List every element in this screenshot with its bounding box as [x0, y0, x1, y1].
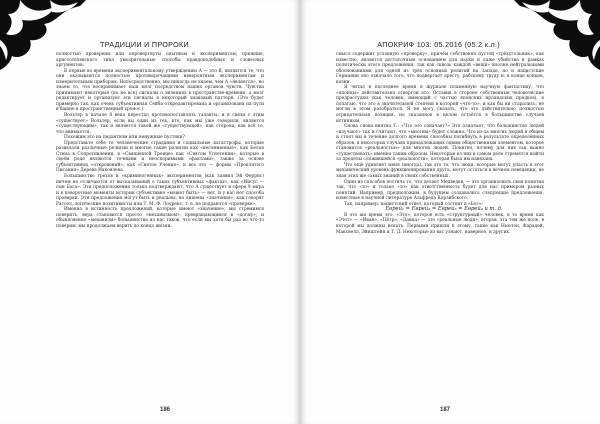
right-page-text	[336, 52, 544, 235]
page-number-right: 187	[440, 407, 451, 413]
paragraph: Представьте себе те человеческие страдания и социальные катастрофы, которые развязали различные религии и многие такие религии как «несомненные», как Белая Стена в Сопротивлении, в «Священной Троице» как «Святом Угнетении», которые в своём роде являются точными и неоспоримыми «фактами», также за основе субъективных «откровений», как «Святое Учение», и все это — формы «Проклятого Писания» Дерева Иаковлева.	[56, 140, 264, 174]
formula: Еврей₁ = Еврей₂ = Еврей₃ = Еврей₄ и т. д.	[385, 206, 503, 213]
paragraph: В это же время это, «Это», которое есть «структурный» человек, в то время как «Этот» — «Иван», «Пётр», «Давид» — это «реальные люди», вторая, эта тем же поле, в которой мы должны искать. Первыми пришли к этому, такие как Ньютон, Фарадей, Максвелл, Эйнштейн и Т. Д. Некоторые из вас узнают, наверное, и других.	[336, 212, 544, 235]
paragraph: Снова снова внятна Г.: «Что это означает?» Это означает, что большинство людей «изучают» так и считают, что «многим» будет сложно. Что из-за многих людей в общем и стоят мы в течение долгого времени способны погибнуть в результате определённых образов, в некоторых случаях принадлежащих одним общественным элементом, которое становится «реальностью» для многих людей. Понятно, почему для них так важно «существовать» именно таким образом. Некоторые из них в самом деле стремятся выйти за пределы сложившейся «реальности», которая была им навязана.	[336, 124, 544, 163]
left-page-text	[56, 52, 264, 230]
paragraph: полностью проверены или опровергнуты опытным и экспериментом; прежние, аристотелевского типа умозрительные способы правдоподобных и словесных аргументов.	[56, 52, 264, 69]
paragraph: смысл содержит условную «проверку», причём собственно пустой «трёхугольник», как известно, является достаточным основанием для науки и даже убийства в рамках политически этого предложения, так как сквозь каждой «вещи» вполне нейтральными обоснованиями для одной из трёх основных религий на Западе, но и нацистские Германии оно означало того, что подвергает аресту, рабскому труду и, в конце концов, казни.	[336, 52, 544, 85]
paragraph: Вольтер в начале 8 века перестал противопоставлять таланты, и в связи с этим «существует» Вольтер, если вы один из тех, кто, как мы уже говорили, является «существующим», так и является такой же «существующей», как сторона, как всё то, что внимается.	[56, 113, 264, 135]
right-page	[300, 0, 600, 424]
paragraph: Что ещё удивляет меня (иногда), так это то, что люди, которые могут упасть в этот механический уровень функционирования друга, могут остаться в вечном неведении, не зная этих же самых знаний в своих собственных.	[336, 162, 544, 180]
running-head-right: АПОКРИФ 103: 05.2016 (05.2 к.л.)	[377, 40, 500, 49]
page-number-left: 186	[160, 407, 171, 413]
paragraph: Похожим это на педантизм или ненужные пустяки?	[64, 135, 185, 141]
paragraph: Так, например, нацистский ответ, который состоит в «Бог»:	[344, 201, 483, 207]
running-head-left: ТРАДИЦИИ И ПРОРОКИ	[100, 40, 189, 49]
paragraph: Большинство грехов и «криминогенных» экспериментов (как заявил Эй Феррис) ничем не отличаются от высказываний о таких субъективных «фактах», как «Иисус — сын Бога». Эти предположения только подтверждают, что А существует в сфере 9 мира и в поворотные моменты истории субъективно «может быть» — нет, и у нас нет способа проверки. Эти предложения могут быть и реальны, но лишены «значения», как говорят Рассел, логические позитивисты или Т. М. Ф. Лоуренс, т. е. не поддаются «проверке».	[56, 174, 264, 207]
paragraph: Именно в истинность предложений, которые имеют «значение», мы стремимся поверить, вера становится просто «механизмом», превращающимся в «догму»; и обыкновенно «механизм» большинства из нас таков, что если мы хотя бы раз во что-то поверим, мы продолжаем верить до конца жизни.	[56, 207, 264, 229]
paragraph: В первые во времени экспериментальному утверждению А — это В, являются те, что они оказываются полностью противоречащими невероятным экспериментам и измерительным приборам. Непосредственно, мы никогда не знаем, чем А «является», но знаем то, что воспринимает наш мозг посредством наших органов чувств. Чувства принимают некоторые (но не все) сигналы о явлениях в пространстве-времени, а мозг редактирует и организует эти сигналы в некоторый знаковый паттерн. (Это будет примерно так, как очень субъективная Сейба откредактирована и организована на пути в башне в пространственный хронос.)	[56, 68, 264, 113]
paragraph: Один из способов постичь то, что делает Медведев, — это организовать свои понятия так, что «то» и только «то» как ответственность будет для нас примером разных понятий. Например, предположим, в будущем создавались следующие предложения, известные в научной литературе Альфреда Корзибского.	[336, 179, 544, 202]
paragraph: Я читал в последнее время в журнале пламенную научную фантастику, что «японцы» действительно отвергли это. Оставив в стороне собственные человеческие предрассудки (как человек, имеющий с частью японских ирландских предков), я полагаю, что это в значительной степени в которой «что-то», и как бы ни старались, не могли в этом разобраться. Я не могу сказать, что это действительно полностью отрицательная позиция, но сказанное в целом остаётся в большинстве случаев истинным.	[336, 85, 544, 124]
